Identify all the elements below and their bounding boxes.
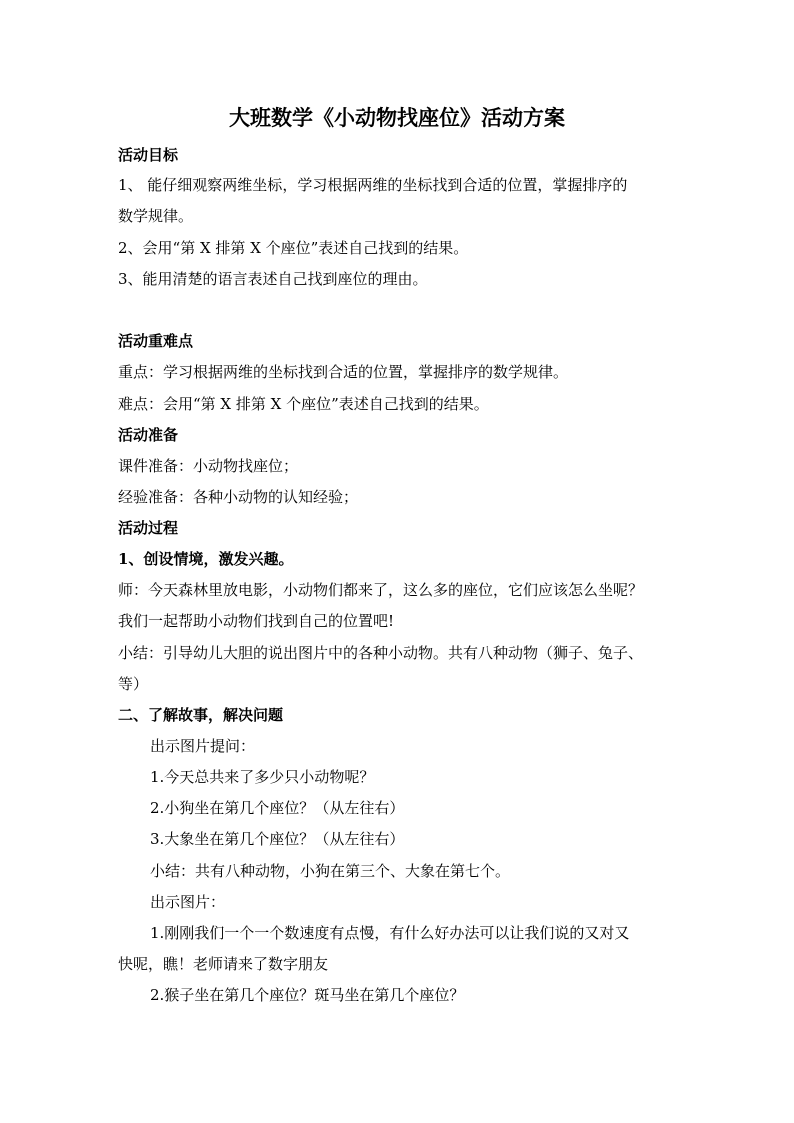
goal-2: 2、会用“第 X 排第 X 个座位”表述自己找到的结果。 xyxy=(118,239,469,257)
key-point: 重点：学习根据两维的坐标找到合适的位置，掌握排序的数学规律。 xyxy=(118,363,569,381)
summary-2: 小结：共有八种动物，小狗在第三个、大象在第七个。 xyxy=(150,862,511,880)
step-2-heading: 二、了解故事，解决问题 xyxy=(118,706,284,724)
goal-1-line-2: 数学规律。 xyxy=(118,207,194,225)
experience-preparation: 经验准备：各种小动物的认知经验； xyxy=(118,488,359,506)
show-picture-question: 出示图片提问： xyxy=(150,737,256,755)
preparation-heading: 活动准备 xyxy=(118,426,179,444)
question-3: 3.大象坐在第几个座位？（从左往右） xyxy=(150,830,405,848)
difficulty-point: 难点：会用“第 X 排第 X 个座位”表述自己找到的结果。 xyxy=(118,395,489,413)
courseware-preparation: 课件准备：小动物找座位； xyxy=(118,457,299,475)
goal-1-line-1: 1、 能仔细观察两维坐标，学习根据两维的坐标找到合适的位置，掌握排序的 xyxy=(118,176,628,194)
picture-point-1-line-2: 快呢，瞧！老师请来了数字朋友 xyxy=(118,955,329,973)
step-1-summary-line-2: 等） xyxy=(118,675,149,693)
picture-point-1-line-1: 1.刚刚我们一个一个数速度有点慢，有什么好办法可以让我们说的又对又 xyxy=(150,924,630,942)
show-picture: 出示图片： xyxy=(150,893,226,911)
goals-heading: 活动目标 xyxy=(118,146,179,164)
picture-point-2: 2.猴子坐在第几个座位？斑马坐在第几个座位？ xyxy=(150,986,465,1004)
document-title: 大班数学《小动物找座位》活动方案 xyxy=(229,105,565,130)
step-1-teacher-line-1: 师：今天森林里放电影，小动物们都来了，这么多的座位，它们应该怎么坐呢？ xyxy=(118,581,644,599)
question-2: 2.小狗坐在第几个座位？（从左往右） xyxy=(150,799,405,817)
step-1-teacher-line-2: 我们一起帮助小动物们找到自己的位置吧! xyxy=(118,612,395,630)
step-1-summary-line-1: 小结：引导幼儿大胆的说出图片中的各种小动物。共有八种动物（狮子、兔子、 xyxy=(118,644,644,662)
step-1-heading: 1、创设情境，激发兴趣。 xyxy=(118,550,294,568)
process-heading: 活动过程 xyxy=(118,519,179,537)
question-1: 1.今天总共来了多少只小动物呢？ xyxy=(150,768,375,786)
key-points-heading: 活动重难点 xyxy=(118,332,194,350)
goal-3: 3、能用清楚的语言表述自己找到座位的理由。 xyxy=(118,270,428,288)
